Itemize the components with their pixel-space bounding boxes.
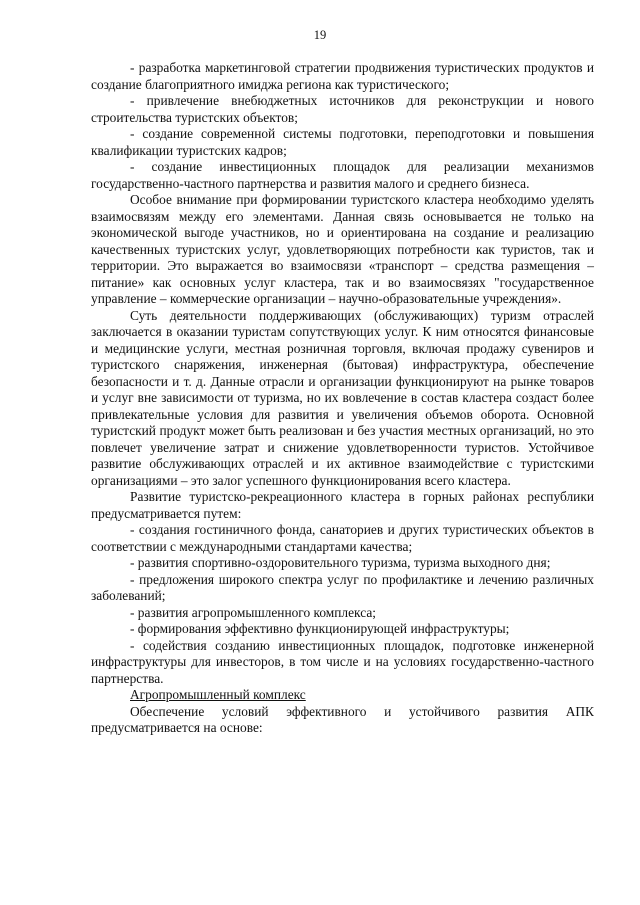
paragraph-mountain-cluster-intro: Развитие туристско-рекреационного кластера в горных районах республики предусматривается путем: xyxy=(91,489,594,521)
paragraph-cluster-interconnections: Особое внимание при формировании туристского кластера необходимо уделять взаимосвязям между его элементами. Данная связь основывается не только на экономической выгоде участников, но и ориентирована на создание и реализацию качественных туристских услуг, удовлетворяющих потребности как туристов, так и территории. Это выражается во взаимосвязи «транспорт – средства размещения – питание» как основных услуг кластера, так и во взаимосвязях "государственное управление – коммерческие организации – научно-образовательные учреждения». xyxy=(91,192,594,306)
list-item-health-services: - предложения широкого спектра услуг по профилактике и лечению различных заболеваний; xyxy=(91,571,594,603)
paragraph-agro-intro: Обеспечение условий эффективного и устойчивого развития АПК предусматривается на основе: xyxy=(91,703,594,735)
list-item-training-system: - создание современной системы подготовки, переподготовки и повышения квалификации туристских кадров; xyxy=(91,126,594,158)
paragraph-supporting-industries: Суть деятельности поддерживающих (обслуживающих) туризм отраслей заключается в оказании туристам сопутствующих услуг. К ним относятся финансовые и медицинские услуги, местная розничная торговля, включая продажу сувениров и туристского снаряжения, инженерная (бытовая) инфраструктура, обеспечение безопасности и т. д. Данные отрасли и организации функционируют на рынке товаров и услуг вне зависимости от туризма, но их вовлечение в состав кластера создаст более привлекательные условия для развития и увеличения объемов оборота. Основной туристский продукт может быть реализован и без участия местных организаций, но это повлечет увеличение затрат и снижение удовлетворенности туристов. Устойчивое развитие обслуживающих отраслей и их активное взаимодействие с туристскими организациями – это залог успешного функционирования всего кластера. xyxy=(91,307,594,488)
list-item-extrabudgetary-sources: - привлечение внебюджетных источников для реконструкции и нового строительства туристских объектов; xyxy=(91,93,594,125)
list-item-investment-assistance: - содействия созданию инвестиционных площадок, подготовке инженерной инфраструктуры для инвесторов, в том числе и на условиях государственно-частного партнерства. xyxy=(91,637,594,686)
list-item-hotel-fund: - создания гостиничного фонда, санаториев и других туристических объектов в соответствии с международными стандартами качества; xyxy=(91,522,594,554)
page-body xyxy=(91,60,594,737)
list-item-sports-tourism: - развития спортивно-оздоровительного туризма, туризма выходного дня; xyxy=(130,555,551,570)
page-number: 19 xyxy=(313,28,327,42)
list-item-marketing-strategy: - разработка маркетинговой стратегии продвижения туристических продуктов и создание благоприятного имиджа региона как туристического; xyxy=(91,60,594,92)
list-item-infrastructure: - формирования эффективно функционирующей инфраструктуры; xyxy=(130,621,510,636)
list-item-agro-complex: - развития агропромышленного комплекса; xyxy=(130,604,376,620)
list-item-investment-sites: - создание инвестиционных площадок для реализации механизмов государственно-частного партнерства и развития малого и среднего бизнеса. xyxy=(91,159,594,191)
section-heading: Агропромышленный комплекс xyxy=(130,687,306,702)
